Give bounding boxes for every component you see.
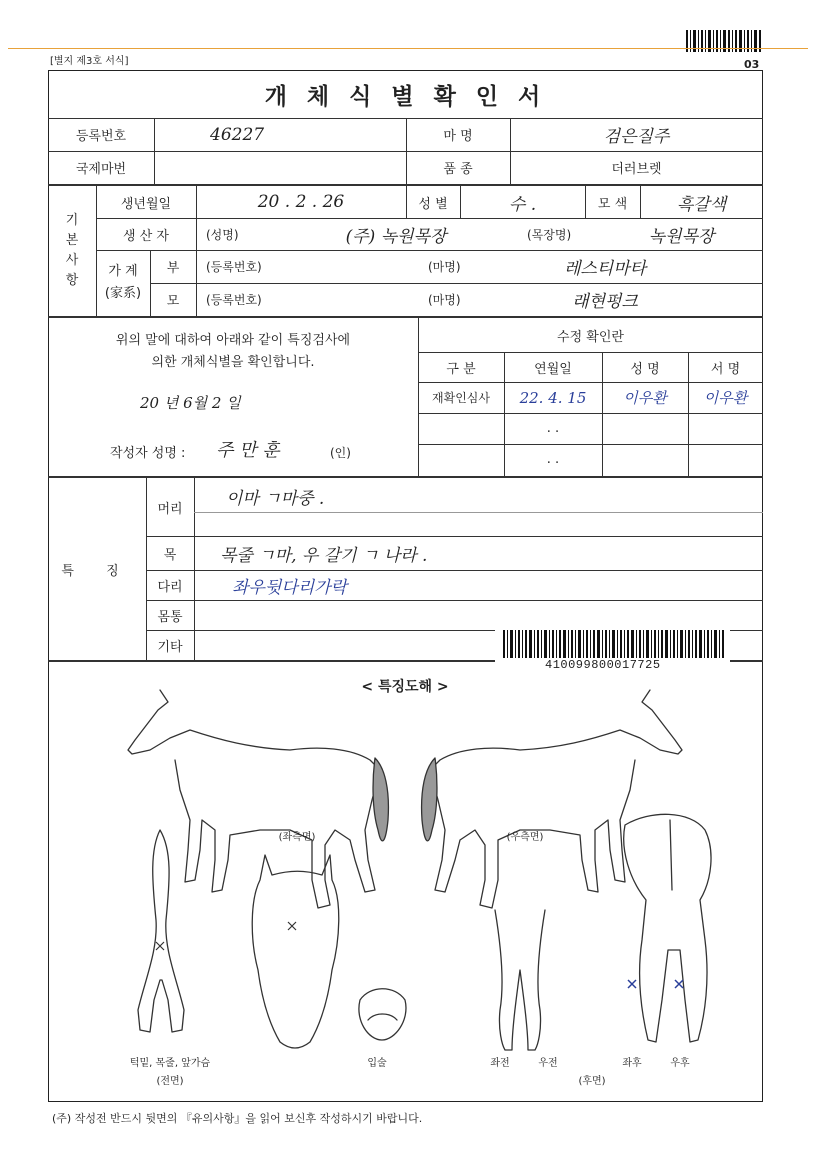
horse-name-value: 검은질주 xyxy=(603,127,670,147)
hind-left-caption: 좌후 xyxy=(622,1058,642,1069)
basic-label-char: 사 xyxy=(65,253,79,268)
dob-label: 생년월일 xyxy=(120,196,172,212)
page-number: 03 xyxy=(744,58,760,71)
rear-leg-mark xyxy=(628,980,636,988)
legs-label: 다리 xyxy=(157,579,183,595)
confirm-date: 20 년 6월 2 일 xyxy=(140,394,241,412)
revision-row-date: 22. 4. 15 xyxy=(519,388,587,407)
hind-right-caption: 우후 xyxy=(670,1058,690,1069)
features-section-label: 특 징 xyxy=(61,563,133,579)
revision-header-name: 성 명 xyxy=(630,361,660,377)
writer-label: 작성자 성명 : xyxy=(110,446,186,461)
front-caption: 턱밑, 목줄, 앞가슴 xyxy=(129,1058,211,1069)
basic-section-label xyxy=(48,186,96,316)
other-value xyxy=(210,630,490,660)
neck-mark xyxy=(156,942,164,950)
reg-no-value: 46227 xyxy=(210,124,265,145)
head-label: 머리 xyxy=(157,501,183,517)
form-label: [별지 제3호 서식] xyxy=(50,56,129,67)
body-value xyxy=(210,600,610,630)
diagram-title: < 특징도해 > xyxy=(361,679,449,695)
fore-left-caption: 좌전 xyxy=(490,1058,510,1069)
rear-view xyxy=(624,814,711,1042)
body-label: 몸통 xyxy=(157,609,183,625)
producer-label: 생 산 자 xyxy=(123,228,169,244)
neck-value: 목줄 ㄱ마, 우 갈기 ㄱ 나라 . xyxy=(220,545,428,566)
rear-leg-mark xyxy=(675,980,683,988)
revision-header-date: 연월일 xyxy=(534,361,572,377)
left-side-horse xyxy=(128,690,380,908)
pedigree-label xyxy=(96,250,150,316)
ranch-value: 녹원목장 xyxy=(648,226,715,247)
front-legs-view xyxy=(495,910,545,1050)
pedigree-label-line1: 가 계 xyxy=(108,264,138,279)
confirm-statement-line2: 의한 개체식별을 확인합니다. xyxy=(151,355,315,370)
horse-diagrams xyxy=(50,680,760,1080)
other-label: 기타 xyxy=(157,639,183,655)
basic-label-char: 기 xyxy=(65,213,79,228)
dam-reg-label: (등록번호) xyxy=(206,293,262,307)
breed-value: 더러브렛 xyxy=(611,162,662,177)
color-label: 모 색 xyxy=(597,196,628,212)
ranch-label: (목장명) xyxy=(527,227,572,242)
dam-label: 모 xyxy=(166,294,180,309)
revision-row-date: . . xyxy=(546,452,560,467)
producer-name-value: (주) 녹원목장 xyxy=(345,226,447,247)
dam-name-label: (마명) xyxy=(428,293,461,307)
reg-no-label: 등록번호 xyxy=(75,129,127,144)
sire-reg-label: (등록번호) xyxy=(206,260,262,274)
rear-label: (후면) xyxy=(578,1076,606,1087)
neck-label: 목 xyxy=(163,547,177,563)
revision-header-sign: 서 명 xyxy=(710,361,741,377)
barcode-bars xyxy=(503,630,728,658)
intl-no-value xyxy=(154,151,406,184)
basic-label-char: 본 xyxy=(65,233,79,248)
revision-row-sign: 이우환 xyxy=(703,389,748,407)
lips-caption: 입술 xyxy=(367,1058,387,1069)
left-side-tail xyxy=(373,758,388,841)
horse-name-label: 마 명 xyxy=(443,129,473,144)
head-value: 이마 ㄱ마중 . xyxy=(226,488,325,509)
revision-header-type: 구 분 xyxy=(446,361,476,377)
legs-value: 좌우뒷다리가락 xyxy=(232,577,347,598)
fore-right-caption: 우전 xyxy=(538,1058,558,1069)
neck-front-view xyxy=(138,830,184,1032)
top-rule xyxy=(8,48,808,49)
revision-title: 수정 확인란 xyxy=(557,329,624,345)
writer-value: 주 만 훈 xyxy=(216,440,280,461)
dob-value: 20 . 2 . 26 xyxy=(257,192,345,212)
barcode-number: 410099800017725 xyxy=(545,658,661,672)
confirm-statement xyxy=(48,330,418,374)
sire-name-label: (마명) xyxy=(428,260,461,274)
color-value: 흑갈색 xyxy=(676,194,727,215)
footer-note: (주) 작성전 반드시 뒷면의 『유의사항』을 읽어 보신후 작성하시기 바랍니다. xyxy=(52,1112,423,1125)
breed-label: 품 종 xyxy=(443,162,473,177)
basic-label-char: 항 xyxy=(65,273,79,288)
producer-name-label: (성명) xyxy=(206,227,239,242)
chip-barcode xyxy=(495,628,730,674)
confirm-statement-line1: 위의 말에 대하여 아래와 같이 특징검사에 xyxy=(115,333,351,348)
revision-row-type: 재확인심사 xyxy=(432,391,490,405)
sire-name-value: 레스티마타 xyxy=(563,259,647,279)
sex-label: 성 별 xyxy=(418,196,448,212)
head-mark xyxy=(288,922,296,930)
front-label: (전면) xyxy=(156,1076,184,1087)
left-side-caption: (좌측면) xyxy=(278,832,316,843)
right-side-tail xyxy=(422,758,437,841)
dam-name-value: 래현펑크 xyxy=(572,292,638,312)
pedigree-label-line2: (家系) xyxy=(104,286,142,301)
intl-no-label: 국제마번 xyxy=(75,162,127,177)
revision-row-name: 이우환 xyxy=(623,389,667,407)
sex-value: 수 . xyxy=(508,194,537,215)
right-side-caption: (우측면) xyxy=(506,832,544,843)
right-side-horse xyxy=(430,690,682,908)
writer-seal: (인) xyxy=(330,446,351,460)
sire-label: 부 xyxy=(166,261,180,276)
document-title: 개 체 식 별 확 인 서 xyxy=(264,84,547,110)
revision-row-date: . . xyxy=(546,421,560,436)
